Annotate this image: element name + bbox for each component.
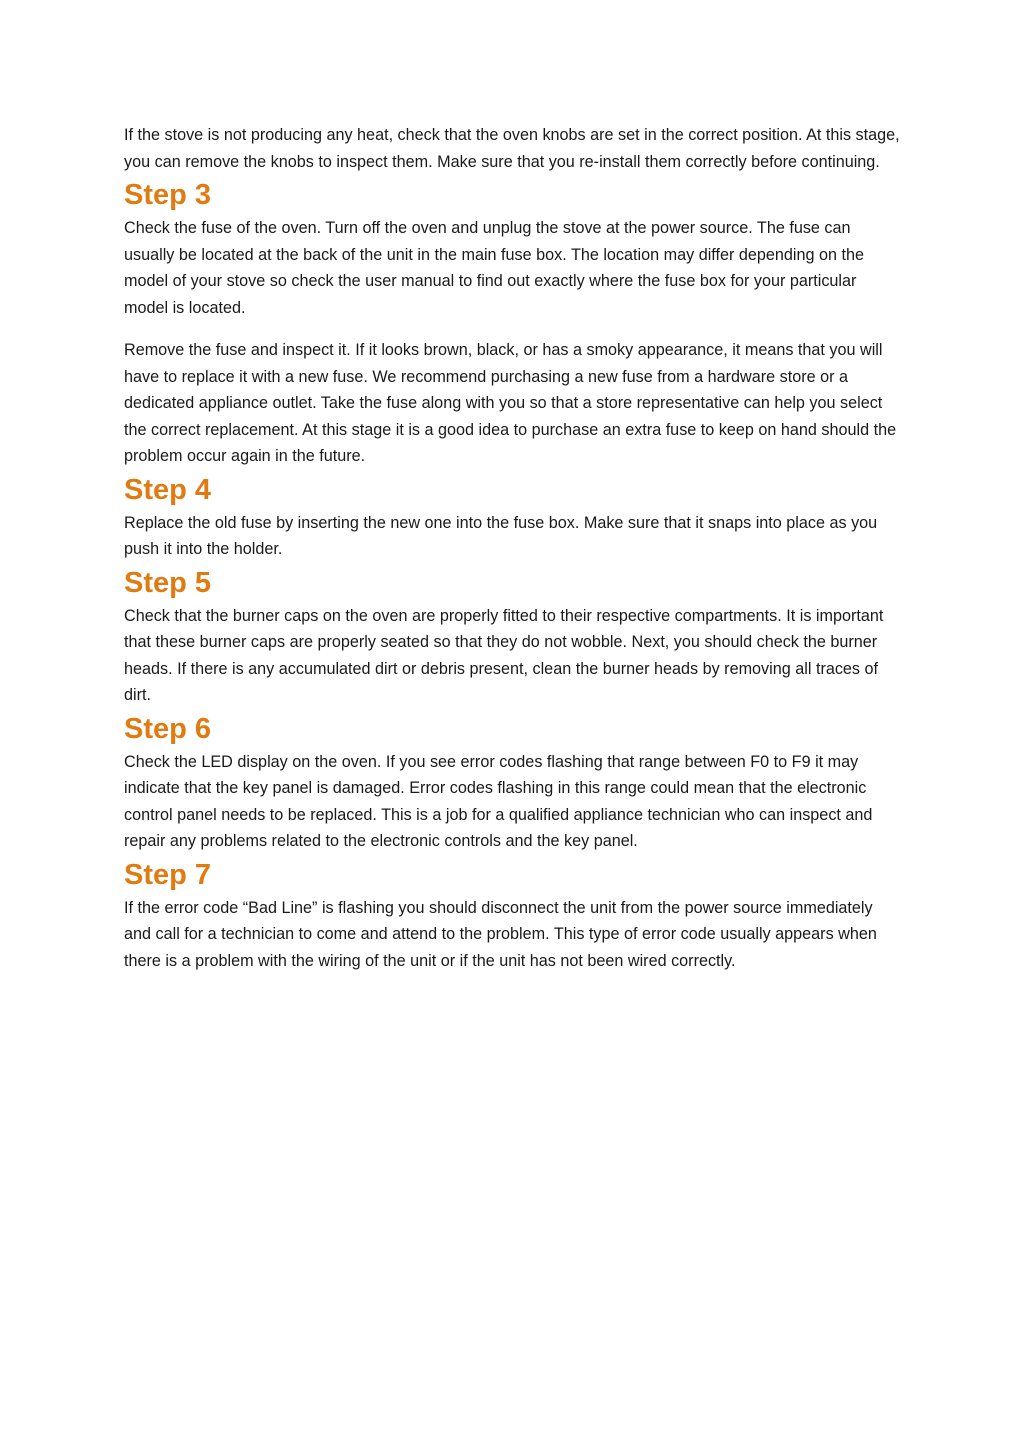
step-5-section xyxy=(124,563,904,709)
step-7-heading: Step 7 xyxy=(124,858,212,891)
step-7-paragraph-1: If the error code “Bad Line” is flashing you should disconnect the unit from the power source immediately and call for a technician to come and attend to the problem. This type of error code usually appears when there is a problem with the wiring of the unit or if the unit has not been wired correctly. xyxy=(124,898,877,970)
step-5-paragraph-1: Check that the burner caps on the oven are properly fitted to their respective compartments. It is important that these burner caps are properly seated so that they do not wobble. Next, you should check the burner heads. If there is any accumulated dirt or debris present, clean the burner heads by removing all traces of dirt. xyxy=(124,606,884,704)
step-5-heading: Step 5 xyxy=(124,566,212,599)
step-4-paragraph-1: Replace the old fuse by inserting the new one into the fuse box. Make sure that it snaps into place as you push it into the holder. xyxy=(124,513,878,558)
document-page xyxy=(124,122,904,974)
intro-paragraph: If the stove is not producing any heat, check that the oven knobs are set in the correct position. At this stage, you can remove the knobs to inspect them. Make sure that you re-install them correctly before continuing. xyxy=(124,126,900,171)
step-4-heading: Step 4 xyxy=(124,473,212,506)
step-4-section xyxy=(124,470,904,563)
step-7-section xyxy=(124,855,904,975)
step-3-paragraph-2: Remove the fuse and inspect it. If it looks brown, black, or has a smoky appearance, it means that you will have to replace it with a new fuse. We recommend purchasing a new fuse from a hardware store or a dedicated appliance outlet. Take the fuse along with you so that a store representative can help you select the correct replacement. At this stage it is a good idea to purchase an extra fuse to keep on hand should the problem occur again in the future. xyxy=(124,341,897,465)
step-3-section xyxy=(124,175,904,470)
step-3-heading: Step 3 xyxy=(124,179,212,211)
step-6-heading: Step 6 xyxy=(124,712,212,745)
step-6-section xyxy=(124,709,904,855)
step-6-paragraph-1: Check the LED display on the oven. If you see error codes flashing that range between F0 to F9 it may indicate that the key panel is damaged. Error codes flashing in this range could mean that the electronic control panel needs to be replaced. This is a job for a qualified appliance technician who can inspect and repair any problems related to the electronic controls and the key panel. xyxy=(124,752,873,850)
step-3-paragraph-1: Check the fuse of the oven. Turn off the oven and unplug the stove at the power source. The fuse can usually be located at the back of the unit in the main fuse box. The location may differ depending on the model of your stove so check the user manual to find out exactly where the fuse box for your particular model is located. xyxy=(124,219,865,317)
